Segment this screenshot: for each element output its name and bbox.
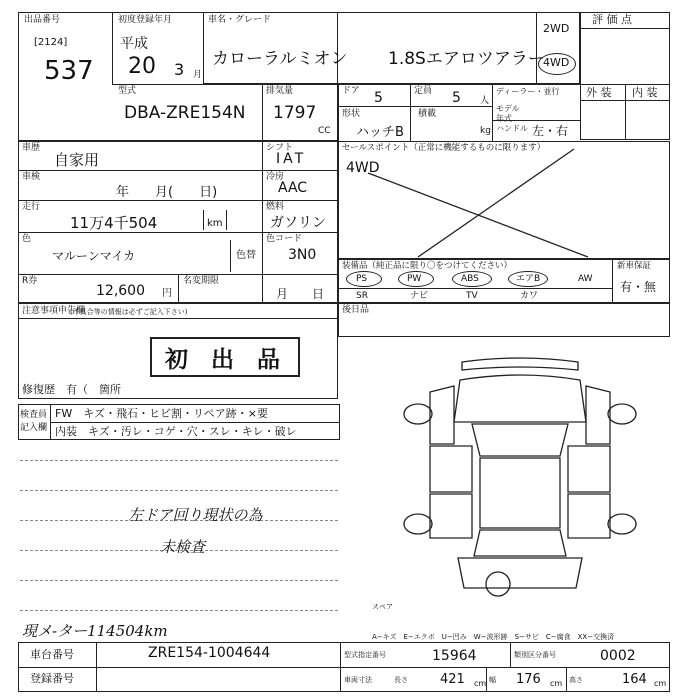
yen-unit: 円	[162, 288, 172, 299]
divider	[510, 642, 511, 667]
divider	[18, 170, 338, 171]
shift: IAT	[276, 151, 307, 167]
memo-line	[20, 610, 338, 611]
divider	[536, 12, 537, 84]
divider	[112, 84, 580, 85]
divider	[580, 28, 670, 29]
divider	[50, 422, 340, 423]
cm-unit: cm	[654, 679, 667, 688]
km-unit: km	[207, 218, 223, 229]
divider	[262, 84, 263, 141]
divider	[112, 12, 113, 84]
height: 164	[622, 672, 647, 687]
interior-row: 内装 キズ・汚レ・コゲ・穴・スレ・キレ・破レ	[55, 425, 297, 438]
length-label: 長さ	[394, 676, 408, 684]
lot-code: [2124]	[34, 37, 68, 48]
spec-no: 15964	[432, 648, 477, 664]
class-no-label: 類別区分番号	[514, 651, 556, 659]
length: 421	[440, 672, 465, 687]
divider	[492, 120, 580, 121]
recycle: 12,600	[96, 283, 145, 299]
memo-line	[20, 490, 338, 491]
handwritten-note-1: 左ドア回り現状の為	[128, 506, 263, 524]
divider	[226, 210, 227, 230]
score-label: 評 価 点	[592, 13, 632, 26]
model-label: 車名・グレード	[208, 15, 272, 25]
doors-label: ドア	[342, 86, 360, 96]
lot-no-label: 出品番号	[24, 15, 61, 25]
mileage-label: 走行	[22, 202, 41, 212]
new-car-label: 新車保証	[617, 261, 652, 271]
color-label: 色	[22, 234, 32, 244]
type-value: DBA-ZRE154N	[124, 103, 246, 123]
equip-aw: AW	[578, 274, 593, 284]
color-change-label: 色替	[236, 250, 256, 261]
new-car: 有・無	[620, 280, 657, 294]
damage-legend: A−キズ E−エクボ U−凹み W−波形跡 S−サビ C−腐食 XX−交換済	[372, 633, 615, 641]
selling-points-label: セールスポイント（正常に機能するものに限ります）	[342, 143, 546, 153]
drive-4wd: 4WD	[543, 56, 570, 69]
dims-label: 車両寸法	[344, 676, 372, 684]
usage-type-label: 車歴	[22, 143, 41, 153]
chassis-label: 車台番号	[30, 648, 74, 661]
width: 176	[516, 672, 541, 687]
repair: 修復歴 有（ 箇所	[22, 383, 121, 396]
divider	[340, 642, 341, 692]
divider	[580, 100, 670, 101]
handwritten-note-3: 現メ-ター114504km	[22, 622, 168, 640]
body-label: 形状	[342, 109, 361, 119]
notes-label: 注意事項申告欄	[22, 306, 86, 316]
ac-label: 冷房	[266, 172, 285, 182]
divider	[203, 210, 204, 230]
cc-unit: CC	[318, 126, 331, 136]
drive-2wd: 2WD	[543, 22, 570, 35]
first-offer: 初 出 品	[165, 347, 280, 373]
inspector-label: 検査員記入欄	[20, 410, 48, 433]
seats-unit: 人	[480, 96, 490, 106]
equip-pw: PW	[407, 274, 422, 284]
transfer: 月 日	[276, 287, 325, 301]
grade: 1.8Sエアロツアラー	[388, 49, 545, 69]
color-code-label: 色コード	[266, 234, 303, 244]
weight-label: 積載	[418, 109, 437, 119]
seats-label: 定員	[414, 86, 433, 96]
equip-sr: SR	[356, 291, 368, 301]
handle: 左・右	[532, 124, 569, 138]
displacement-label: 排気量	[266, 86, 294, 96]
divider	[96, 642, 97, 692]
divider	[486, 667, 487, 692]
spare-label: スペア	[372, 603, 393, 611]
exterior-score-label: 外 装	[586, 86, 612, 99]
handle-label: ハンドル	[496, 124, 528, 133]
first-reg-label: 初度登録年月	[118, 15, 173, 25]
reg-year: 20	[128, 54, 156, 79]
spec-no-label: 型式指定番号	[344, 651, 386, 659]
divider	[566, 667, 567, 692]
equip-navi: ナビ	[410, 291, 429, 301]
shift-label: シフト	[266, 143, 294, 153]
type-label: 型式	[118, 86, 137, 96]
divider	[18, 200, 338, 201]
transfer-label: 名変期限	[183, 276, 220, 286]
equip-ps: PS	[356, 274, 368, 284]
divider	[492, 84, 493, 141]
memo-line	[20, 460, 338, 461]
cross-out-mark	[338, 141, 670, 259]
divider	[262, 141, 263, 303]
reg-label: 登録番号	[30, 672, 74, 685]
divider	[410, 84, 411, 141]
equipment-label: 装備品（純正品に限り〇をつけてください）	[342, 261, 513, 271]
model-year-label: モデル年式	[496, 104, 520, 123]
height-label: 高さ	[569, 676, 583, 684]
exterior-row: FW キズ・飛石・ヒビ割・リペア跡・×要	[55, 407, 268, 420]
interior-score-label: 内 装	[632, 86, 658, 99]
cm-unit: cm	[474, 679, 487, 688]
width-label: 幅	[489, 676, 496, 684]
divider	[18, 318, 338, 319]
divider	[612, 259, 613, 303]
chassis: ZRE154-1004644	[148, 645, 271, 661]
divider	[18, 667, 670, 668]
equip-abs: ABS	[461, 274, 479, 284]
fuel: ガソリン	[270, 215, 326, 231]
divider	[18, 232, 338, 233]
divider	[178, 274, 179, 303]
color-code: 3N0	[288, 247, 317, 263]
selling-points-text: 4WD	[346, 160, 380, 176]
usage-type: 自家用	[54, 151, 100, 169]
equip-tv: TV	[466, 291, 478, 301]
doors: 5	[374, 90, 383, 106]
divider	[338, 106, 492, 107]
mileage: 11万4千504	[70, 214, 158, 232]
fuel-label: 燃料	[266, 202, 285, 212]
model-name: カローラルミオン	[212, 49, 348, 69]
car-diagram	[400, 352, 640, 602]
seats: 5	[452, 90, 461, 106]
displacement: 1797	[273, 103, 317, 123]
lot-number: 537	[44, 56, 94, 86]
reg-month: 3	[174, 60, 185, 79]
class-no: 0002	[600, 648, 636, 664]
month-unit: 月	[193, 70, 203, 80]
color: マルーンマイカ	[52, 249, 136, 263]
dealer-label: ディーラー・並行	[496, 87, 560, 96]
handwritten-note-2: 未検査	[160, 538, 206, 556]
cm-unit: cm	[550, 679, 563, 688]
divider	[230, 240, 231, 272]
ac: AAC	[278, 180, 308, 196]
notes-sub: (不具合等の情報は必ずご記入下さい)	[70, 308, 188, 316]
divider	[625, 84, 626, 140]
recycle-label: R券	[22, 276, 38, 286]
memo-line	[20, 580, 338, 581]
divider	[338, 84, 339, 141]
equip-leather: カワ	[520, 291, 539, 301]
after-label: 後日品	[342, 305, 370, 315]
era: 平成	[120, 36, 148, 52]
inspection: 年 月( 日)	[116, 185, 218, 200]
equip-airbag: エアB	[516, 274, 541, 284]
after-items-block	[338, 303, 670, 337]
kg-unit: kg	[480, 126, 491, 136]
body: ハッチB	[356, 125, 404, 140]
divider	[338, 288, 612, 289]
inspection-label: 車検	[22, 172, 41, 182]
